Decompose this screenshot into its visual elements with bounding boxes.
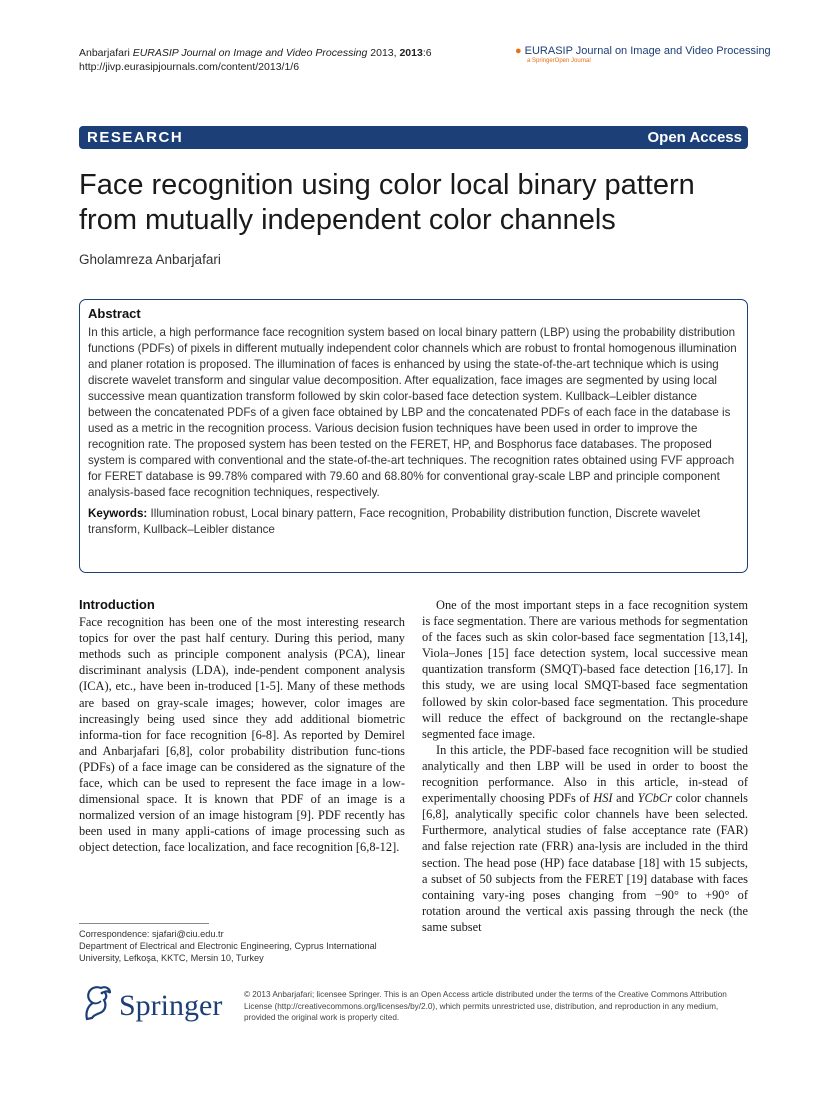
article-type-label: RESEARCH <box>87 129 184 146</box>
footnote-divider <box>79 923 209 924</box>
correspondence <box>79 928 409 964</box>
springer-wordmark: Springer <box>119 989 223 1022</box>
intro-p3-and: and <box>612 791 638 806</box>
journal-logo-text: EURASIP Journal on Image and Video Processing <box>524 45 771 57</box>
springer-logo <box>79 983 223 1028</box>
keywords-label: Keywords: <box>88 507 148 520</box>
intro-p3-hsi: HSI <box>593 791 613 806</box>
springer-horse-icon <box>79 983 115 1023</box>
intro-p3-part-a: In this article, the PDF-based face recognition will be studied analytically and then LBP will be used in order to boost the recognition performance. Also in this article, in-stead of experimentally choosing PDFs of <box>422 742 748 806</box>
correspondence-affiliation: Department of Electrical and Electronic Engineering, Cyprus International University, Lefkoşa, KKTC, Mersin 10, Turkey <box>79 941 377 963</box>
open-access-label: Open Access <box>647 129 742 146</box>
right-column <box>422 597 748 935</box>
article-url-link[interactable]: http://jivp.eurasipjournals.com/content/2013/1/6 <box>79 61 300 73</box>
abstract-heading: Abstract <box>88 306 141 321</box>
introduction-heading: Introduction <box>79 597 155 612</box>
article-title <box>79 168 769 238</box>
journal-logo[interactable] <box>515 45 771 64</box>
keywords-list: Illumination robust, Local binary pattern, Face recognition, Probability distribution function, Discrete wavelet transform, Kullback–Leibler distance <box>88 507 701 536</box>
copyright-notice: © 2013 Anbarjafari; licensee Springer. This is an Open Access article distributed under the terms of the Creative Commons Attribution License (http://creativecommons.org/licenses/by/2.0), which permits unrestricted use, distribution, and reproduction in any medium, provided the original work is properly cited. <box>244 990 727 1022</box>
title-line-2: from mutually independent color channels <box>79 204 616 236</box>
intro-paragraph-2: One of the most important steps in a face recognition system is face segmentation. There are various methods for segmentation of the faces such as skin color-based face segmentation [13,14], Viola–Jones [15] face detection system, local successive mean quantization transform (SMQT)-based face detection [16,17]. In this study, we are using local SMQT-based face segmentation followed by skin color-based face segmentation. This procedure will reduce the effect of background on the rectangle-shape segmented face image. <box>422 598 748 741</box>
citation-volume: 2013 <box>399 47 423 59</box>
citation-header <box>79 46 432 74</box>
journal-logo-icon: ● <box>515 45 522 57</box>
citation-article: :6 <box>422 47 432 59</box>
title-line-1: Face recognition using color local binary pattern <box>79 169 695 201</box>
left-column <box>79 597 405 856</box>
journal-logo-subtitle: a SpringerOpen Journal <box>527 58 591 64</box>
author-name: Gholamreza Anbarjafari <box>79 252 221 267</box>
article-type-banner <box>79 126 748 149</box>
citation-author: Anbarjafari <box>79 47 130 59</box>
intro-p3-part-b: color channels [6,8], analytically specific color channels have been selected. Furthermore, analytical studies of false acceptance rate (FAR) and false rejection rate (FRR) ana-lysis are included in the third section. The head pose (HP) face database [18] with 15 subjects, a subset of 50 subjects from the FERET [19] database with faces containing vary-ing poses changing from −90° to +90° of rotation around the vertical axis passing through the neck (the same subset <box>422 791 748 934</box>
abstract-text: In this article, a high performance face recognition system based on local binary pattern (LBP) using the probability distribution functions (PDFs) of pixels in different mutually independent color channels which are robust to frontal homogenous illumination and planer rotation is proposed. The illumination of faces is enhanced by using the state-of-the-art technique which is using discrete wavelet transform and singular value decomposition. After equalization, face images are segmented by using local successive mean quantization transform followed by skin color-based face detection system. Kullback–Leibler distance between the concatenated PDFs of a given face obtained by LBP and the concatenated PDFs of each face in the database is used as a metric in the recognition process. Various decision fusion techniques have been used in order to improve the recognition rate. The proposed system has been tested on the FERET, HP, and Bosphorus face databases. The proposed system is compared with conventional and the state-of-the-art techniques. The recognition rates obtained using FVF approach for FERET database is 99.78% compared with 79.60 and 68.80% for conventional gray-scale LBP and principle component analysis-based face recognition techniques, respectively. <box>88 326 737 499</box>
citation-year: 2013, <box>370 47 397 59</box>
intro-paragraph-3 <box>422 742 748 935</box>
intro-paragraph-1: Face recognition has been one of the most interesting research topics for over the past half century. During this period, many methods such as principle component analysis (PCA), linear discriminant analysis (LDA), inde-pendent component analysis (ICA), etc., have been in-troduced [1-5]. Many of these methods are based on gray-scale images; however, color images are increasingly being used since they add additional biometric informa-tion for face recognition [6-8]. As reported by Demirel and Anbarjafari [6,8], color probability distribution func-tions (PDFs) of a face image can be considered as the signature of the face, which can be used to represent the face image in a low-dimensional space. It is known that PDF of an image is a normalized version of an image histogram [9]. PDF recently has been used in many appli-cations of image processing such as object detection, face localization, and face recognition [6,8-12]. <box>79 615 405 855</box>
correspondence-email: Correspondence: sjafari@ciu.edu.tr <box>79 929 224 939</box>
citation-journal: EURASIP Journal on Image and Video Processing <box>132 47 368 59</box>
intro-p3-ycbcr: YCbCr <box>637 791 673 806</box>
abstract-box <box>79 299 748 573</box>
keywords <box>88 506 741 538</box>
